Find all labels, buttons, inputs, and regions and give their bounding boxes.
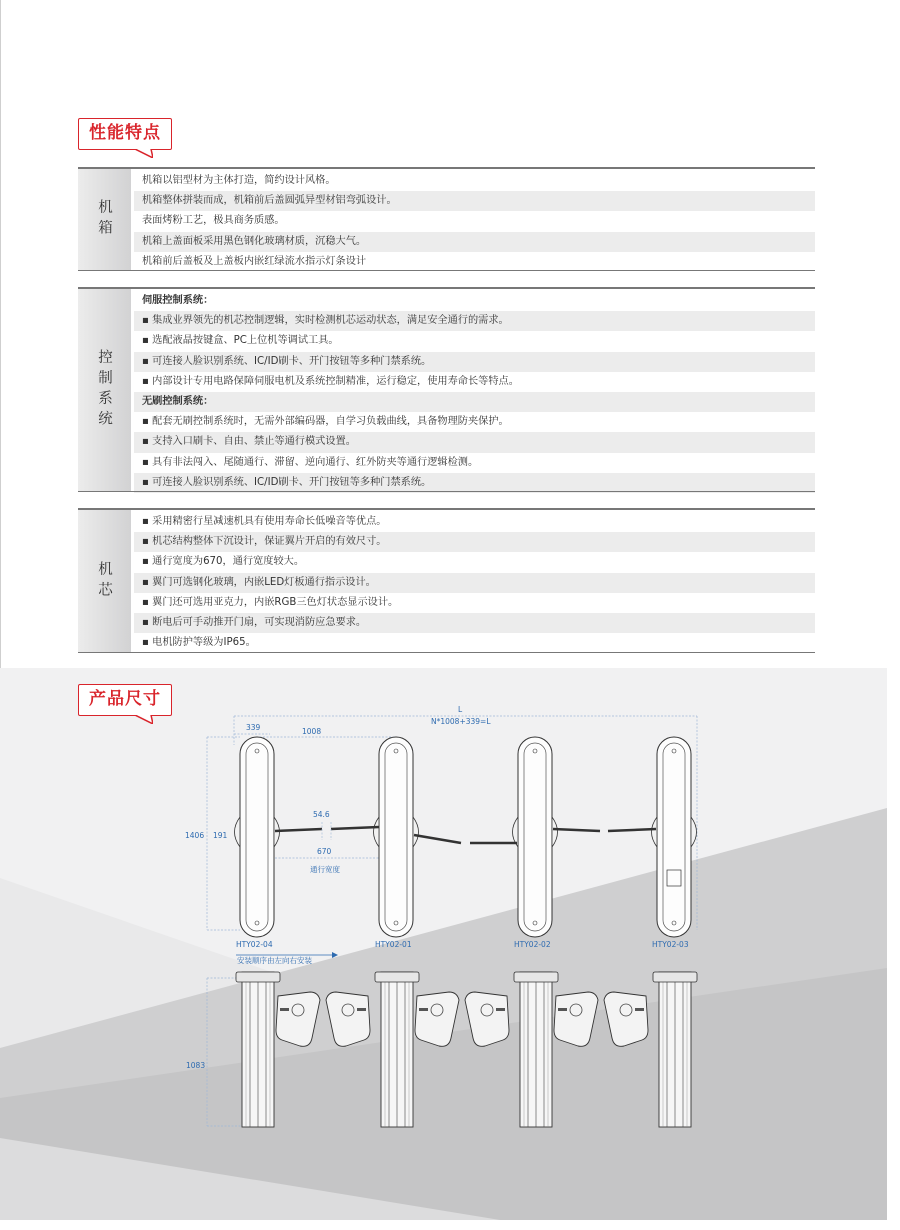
dim-54-6: 54.6 [313,810,330,819]
wing-panel [415,992,459,1046]
spec-row: ▪ 电机防护等级为IP65。 [142,637,256,649]
wing-panel [276,992,320,1046]
dim-L: L [458,705,463,714]
turnstile-post-hty02-04 [235,737,280,937]
spec-row: ▪ 具有非法闯入、尾随通行、滞留、逆向通行、红外防夹等通行逻辑检测。 [142,456,479,468]
wing-panel [604,992,648,1046]
heading-pointer-icon [135,149,153,158]
spec-row: ▪ 机芯结构整体下沉设计，保证翼片开启的有效尺寸。 [134,532,815,552]
wing-panel [554,992,598,1046]
spec-block-movement-label: 机芯 [78,510,131,652]
dim-191: 191 [213,831,228,840]
section-heading-features-text: 性能特点 [89,123,161,143]
spec-row: ▪ 内部设计专用电路保障伺服电机及系统控制精准，运行稳定，使用寿命长等特点。 [142,375,519,387]
spec-row: ▪ 集成业界领先的机芯控制逻辑，实时检测机芯运动状态，满足安全通行的需求。 [134,311,815,331]
spec-rows-control [134,291,815,493]
spec-row: ▪ 断电后可手动推开门扇，可实现消防应急要求。 [134,613,815,633]
front-post [236,972,280,1127]
front-post [375,972,419,1127]
spec-row: 机箱前后盖板及上盖板内嵌红绿流水指示灯条设计 [142,255,367,267]
dim-1083: 1083 [186,1061,206,1070]
spec-row: ▪ 选配液晶按键盒、PC上位机等调试工具。 [142,335,339,347]
front-post [653,972,697,1127]
spec-row: ▪ 可连接人脸识别系统、IC/ID刷卡、开门按钮等多种门禁系统。 [134,473,815,493]
spec-row: ▪ 采用精密行星减速机具有使用寿命长低噪音等优点。 [142,516,387,527]
spec-rows-movement [134,512,815,653]
model-label: HTY02-02 [514,940,551,949]
spec-row: ▪ 支持入口刷卡、自由、禁止等通行模式设置。 [134,432,815,452]
model-label: HTY02-03 [652,940,689,949]
dim-670: 670 [317,847,332,856]
spec-subheading: 伺服控制系统： [142,295,214,306]
spec-row: ▪ 翼门还可选用亚克力，内嵌RGB三色灯状态显示设计。 [142,596,399,608]
spec-block-cabinet [78,167,815,271]
turnstile-post-hty02-01 [374,737,419,937]
spec-rows-cabinet [134,171,815,272]
section-heading-features [78,118,172,150]
spec-row: ▪ 可连接人脸识别系统、IC/ID刷卡、开门按钮等多种门禁系统。 [134,352,815,372]
spec-subheading: 无刷控制系统： [134,392,815,412]
spec-block-control-label: 控制系统 [78,289,131,491]
wing-panel [326,992,370,1046]
right-margin [887,668,900,1220]
spec-row: 机箱上盖面板采用黑色钢化玻璃材质，沉稳大气。 [134,232,815,252]
section-heading-dimensions-text: 产品尺寸 [89,689,161,709]
spec-row: ▪ 通行宽度为670，通行宽度较大。 [142,556,305,568]
wing-panel [465,992,509,1046]
model-label: HTY02-04 [236,940,273,949]
spec-block-cabinet-label: 机箱 [78,169,131,270]
model-label: HTY02-01 [375,940,412,949]
pass-width-label: 通行宽度 [310,865,340,874]
front-post [514,972,558,1127]
spec-block-movement [78,508,815,653]
spec-row: 表面烤粉工艺，极具商务质感。 [142,215,285,227]
spec-row: ▪ 配套无刷控制系统时，无需外部编码器，自学习负载曲线，具备物理防夹保护。 [142,416,509,428]
spec-block-control-system [78,287,815,492]
spec-row: 机箱整体拼装而成，机箱前后盖圆弧异型材铝弯弧设计。 [134,191,815,211]
spec-row: 机箱以铝型材为主体打造，简约设计风格。 [142,175,336,186]
product-dimension-drawing [0,690,887,1140]
dim-formula: N*1008+339=L [431,717,491,726]
dim-1406: 1406 [185,831,205,840]
turnstile-post-hty02-02 [513,737,558,937]
dim-339: 339 [246,723,261,732]
dim-1008: 1008 [302,727,322,736]
install-order-note: 安装顺序由左向右安装 [237,956,312,965]
turnstile-post-hty02-03 [652,737,697,937]
spec-row: ▪ 翼门可选钢化玻璃，内嵌LED灯板通行指示设计。 [134,573,815,593]
